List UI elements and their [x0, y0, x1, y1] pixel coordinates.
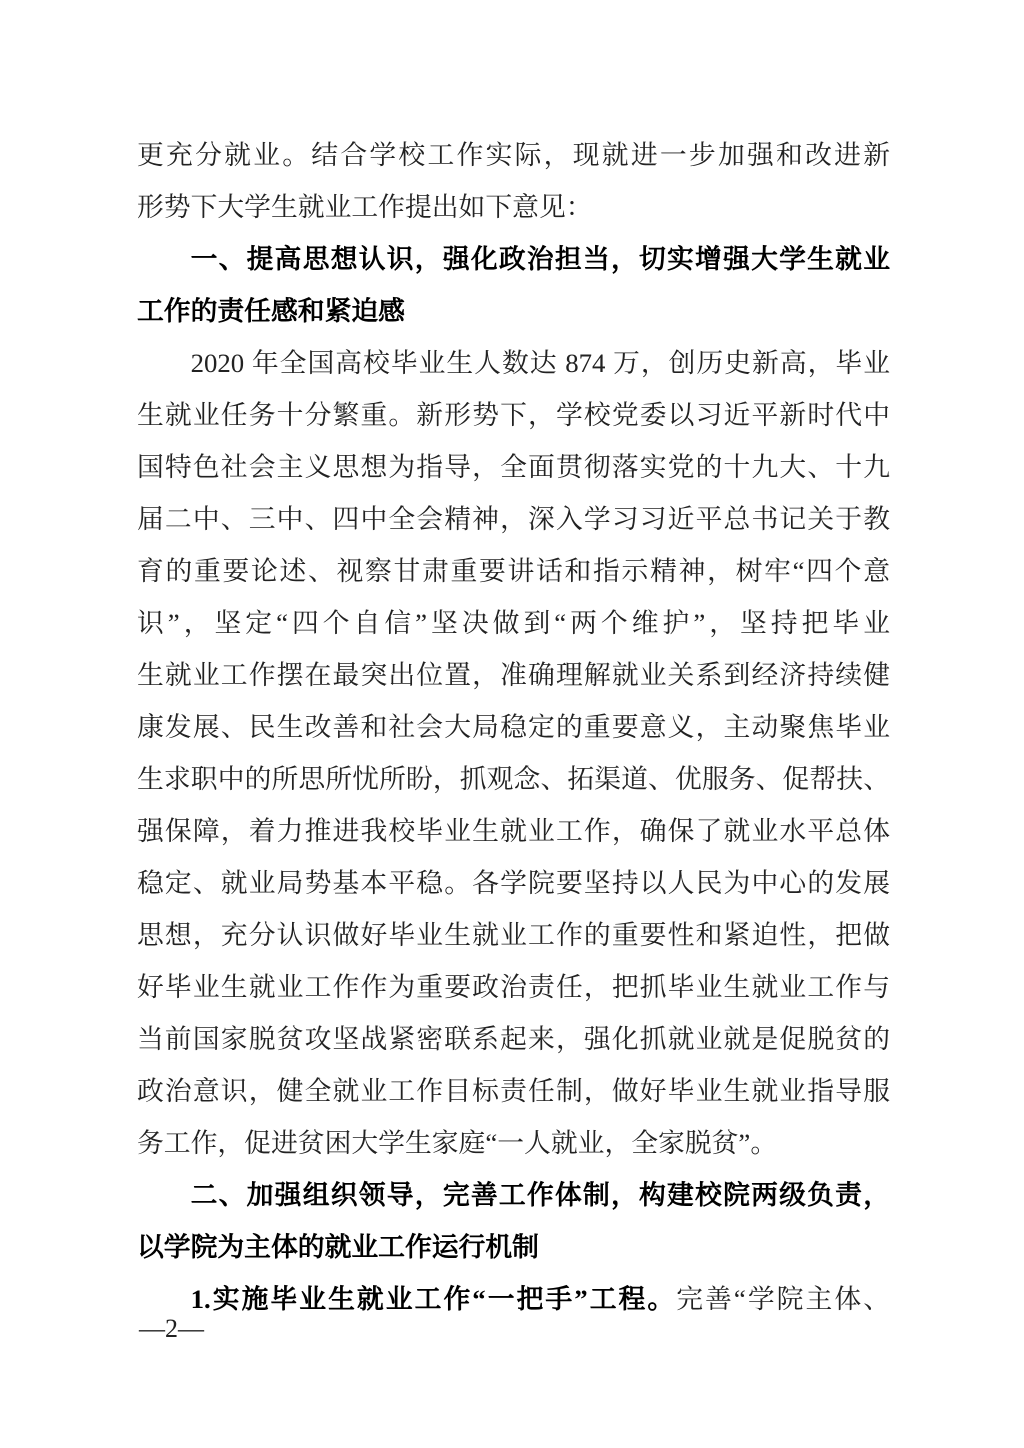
text-line: 育的重要论述、视察甘肃重要讲话和指示精神，树牢“四个意 — [137, 556, 890, 586]
numbered-item-1-text: 完善“学院主体、 — [676, 1284, 890, 1314]
numbered-item-1 — [137, 1273, 890, 1325]
numbered-item-1-title: 1.实施毕业生就业工作“一把手”工程。 — [190, 1284, 677, 1314]
text-line: 稳定、就业局势基本平稳。各学院要坚持以人民为中心的发展 — [137, 868, 890, 898]
text-line: 识”，坚定“四个自信”坚决做到“两个维护”，坚持把毕业 — [137, 608, 890, 638]
text-line: 2020 年全国高校毕业生人数达 874 万，创历史新高，毕业 — [190, 348, 890, 378]
text-line: 生求职中的所思所忧所盼，抓观念、拓渠道、优服务、促帮扶、 — [137, 764, 890, 794]
text-line: 生就业任务十分繁重。新形势下，学校党委以习近平新时代中 — [137, 400, 890, 430]
text-line: 届二中、三中、四中全会精神，深入学习习近平总书记关于教 — [137, 504, 890, 534]
text-line: 好毕业生就业工作作为重要政治责任，把抓毕业生就业工作与 — [137, 972, 890, 1002]
text-line: 生就业工作摆在最突出位置，准确理解就业关系到经济持续健 — [137, 660, 890, 690]
text-line: 思想，充分认识做好毕业生就业工作的重要性和紧迫性，把做 — [137, 920, 890, 950]
text-line: 政治意识，健全就业工作目标责任制，做好毕业生就业指导服 — [137, 1076, 890, 1106]
text-line: 国特色社会主义思想为指导，全面贯彻落实党的十九大、十九 — [137, 452, 890, 482]
text-line: 康发展、民生改善和社会大局稳定的重要意义，主动聚焦毕业 — [137, 712, 890, 742]
section-heading-2-line: 二、加强组织领导，完善工作体制，构建校院两级负责， — [190, 1180, 890, 1210]
text-line: 强保障，着力推进我校毕业生就业工作，确保了就业水平总体 — [137, 816, 890, 846]
text-line: 形势下大学生就业工作提出如下意见： — [137, 192, 593, 222]
section-heading-2-line: 以学院为主体的就业工作运行机制 — [137, 1232, 539, 1262]
section-heading-1-line: 一、提高思想认识，强化政治担当，切实增强大学生就业 — [190, 244, 890, 274]
text-line: 务工作，促进贫困大学生家庭“一人就业，全家脱贫”。 — [137, 1128, 778, 1158]
text-line: 当前国家脱贫攻坚战紧密联系起来，强化抓就业就是促脱贫的 — [137, 1024, 890, 1054]
section-heading-1-line: 工作的责任感和紧迫感 — [137, 296, 405, 326]
text-line: 更充分就业。结合学校工作实际，现就进一步加强和改进新 — [137, 140, 890, 170]
page-content — [137, 129, 890, 1325]
page-number: —2— — [139, 1314, 204, 1343]
